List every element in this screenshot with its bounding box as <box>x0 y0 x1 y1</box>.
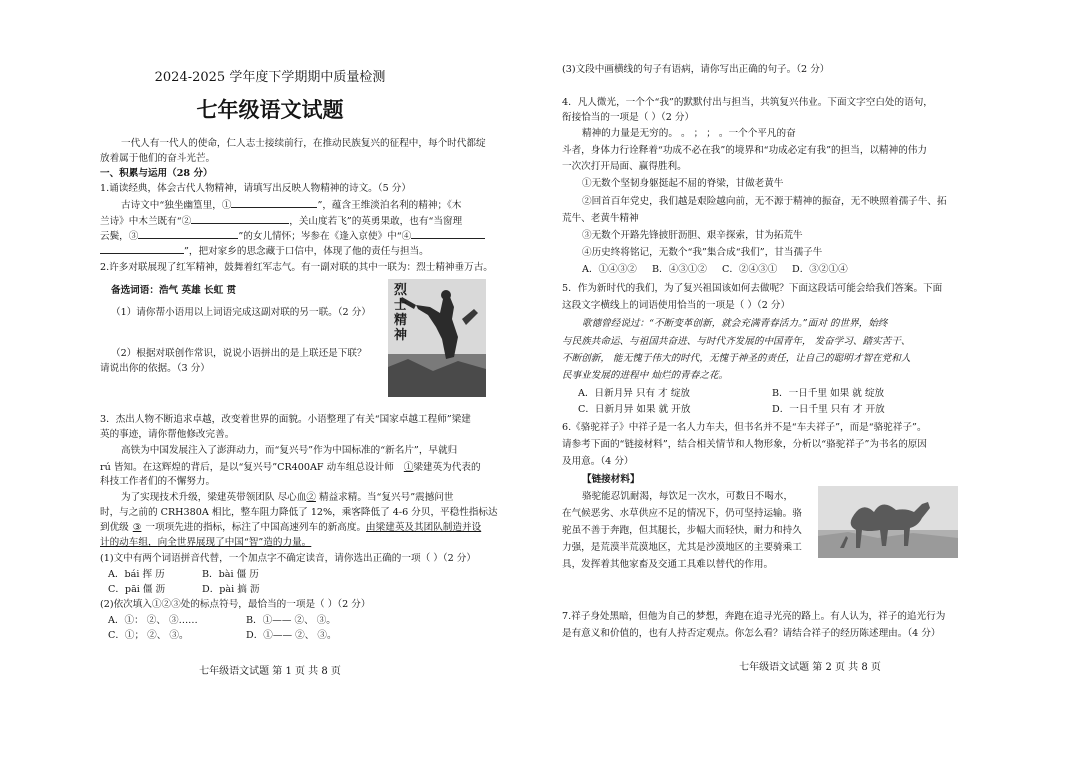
q6-stem-1: 6.《骆驼祥子》中祥子是一名人力车夫，但书名并不是“车夫祥子”，而是“骆驼祥子”。 <box>562 422 927 433</box>
q3-sub1-option-a[interactable]: A．bái 挥 历 <box>108 569 165 580</box>
q4-sentence-2: ②回首百年党史，我们越是艰险越向前，无不源于精神的振奋，无不映照着孺子牛、拓 <box>582 196 947 207</box>
q3-sub2-option-a[interactable]: A．①： ②、 ③…… <box>108 615 198 626</box>
q1-stem: 1.诵读经典，体会古代人物精神，请填写出反映人物精神的诗文。（5 分） <box>100 183 411 194</box>
q3-underlined-sentence-a: 由梁建英及其团队制造并设 <box>366 522 482 533</box>
q3-para3-line2: 时，与之前的 CRH380A 相比，整车阻力降低了 12%，乘客降低了 4-6 分贝，平稳性指标达 <box>100 507 498 518</box>
q3-para2-line2-end: 梁建英为代表的 <box>413 462 481 473</box>
q5-option-a[interactable]: A．日新月异 只有 才 绽放 <box>578 388 691 399</box>
q6-material-1: 骆驼能忍饥耐渴，每饮足一次水，可数日不喝水， <box>582 491 794 502</box>
q3-para3-line1 <box>121 492 454 504</box>
q3-para3-line3 <box>100 522 481 534</box>
exam-title: 七年级语文试题 <box>196 97 344 122</box>
q4-stem-2: 衔接恰当的一项是（ ）（2 分） <box>562 112 695 123</box>
q4-option-c[interactable]: C．②④③① <box>722 264 778 275</box>
q1-line-2 <box>100 214 462 228</box>
q3-para2-line2-text: rú 皆知。在这辉煌的背后，是以“复兴号”CR400AF 动车组总设计师 <box>100 462 394 473</box>
q3-sub2-option-c[interactable]: C．①； ②、 ③。 <box>108 630 189 641</box>
q4-para-3: 一次次打开局面、赢得胜利。 <box>562 161 687 172</box>
q5-stem-2: 这段文字横线上的词语使用恰当的一项是（ ）（2 分） <box>562 300 791 311</box>
q3-underlined-sentence-c: 向全世界展现了中国“智”造的力量。 <box>157 537 312 548</box>
q3-mark-2: ② <box>306 492 316 503</box>
q3-para2-line1: 高铁为中国发展注入了澎湃动力，而“复兴号”作为中国标准的“新名片”，早就归 <box>121 445 458 456</box>
q5-para-3: 不断创新， 能无愧于伟大的时代，无愧于神圣的责任，让自己的聪明才智在党和人 <box>562 353 911 364</box>
q4-option-d[interactable]: D．③②①④ <box>792 264 848 275</box>
q3-para1-line2: 英的事迹，请你帮他修改完善。 <box>100 429 235 440</box>
q1-line-1 <box>121 198 461 212</box>
q1-blank-1[interactable] <box>231 198 317 208</box>
q6-material-5: 具，发挥着其他家畜及交通工具难以替代的作用。 <box>562 559 774 570</box>
q3-para3-c: 精益求精。当“复兴号”震撼问世 <box>315 492 454 503</box>
q3-underlined-sentence-b: 计的动车组， <box>100 537 158 548</box>
q6-material-3: 驼虽不善于奔跑，但其腿长，步幅大而轻快，耐力和持久 <box>562 525 802 536</box>
q3-mark-1: ① <box>403 462 414 473</box>
q4-para-1: 精神的力量是无穷的。 。 ； ； 。一个个平凡的奋 <box>582 128 796 139</box>
q1-line-3 <box>100 229 485 243</box>
q4-option-b[interactable]: B．④③①② <box>652 264 708 275</box>
q4-para-2: 斗者，身体力行诠释着“功成不必在我”的境界和“功成必定有我”的担当，以精神的伟力 <box>562 145 927 156</box>
q1-blank-4[interactable] <box>411 229 485 239</box>
intro-line-1: 一代人有一代人的使命，仁人志士接续前行，在推动民族复兴的征程中，每个时代都绽 <box>121 138 486 149</box>
q3-para1-line1: 3．杰出人物不断追求卓越，改变着世界的面貌。小语整理了有关“国家卓越工程师”梁建 <box>100 414 471 425</box>
q3-para3-b: 尽心血 <box>277 492 307 503</box>
q6-material-4: 力强，是荒漠半荒漠地区，尤其是沙漠地区的主要骑乘工 <box>562 542 802 553</box>
q2-sub2-line2: 请说出你的依据。（3 分） <box>100 363 210 374</box>
q6-stem-3: 及用意。（4 分） <box>562 456 634 467</box>
q2-sub2-line1: （2）根据对联创作常识，说说小语拼出的是上联还是下联？ <box>111 348 367 359</box>
q7-line-1: 7.祥子身处黑暗，但他为自己的梦想，奔跑在追寻光亮的路上。有人认为，祥子的追光行为 <box>562 611 946 622</box>
q1-line-2b: ，关山度若飞”的英勇果敢，也有“当窗理 <box>289 216 463 227</box>
q3-para3-e: 到优级 <box>100 522 129 533</box>
q6-stem-2: 请参考下面的“链接材料”，结合相关情节和人物形象，分析以“骆驼祥子”为书名的原因 <box>562 439 927 450</box>
q4-stem-1: 4．凡人微光，一个个“我”的默默付出与担当，共筑复兴伟业。下面文字空白处的语句， <box>562 97 933 108</box>
q3-sub1-option-b[interactable]: B．bài 僵 历 <box>202 569 259 580</box>
q3-sub2: (2)依次填入①②③处的标点符号，最恰当的一项是（ ）（2 分） <box>100 599 371 610</box>
camel-illustration <box>818 486 958 558</box>
q1-line-3a: 云鬓，③ <box>100 231 139 242</box>
q1-line-1a: 古诗文中“独坐幽篁里，① <box>121 200 232 211</box>
q3-sub2-option-b[interactable]: B．①—— ②、 ③。 <box>246 615 336 626</box>
q3-para2-line2 <box>100 461 481 474</box>
q1-line-1b: ”，蕴含王维淡泊名利的精神；《木 <box>317 200 462 211</box>
q5-option-b[interactable]: B．一日千里 如果 就 绽放 <box>772 388 885 399</box>
q5-para-1: 歌德曾经说过：“不断变革创新，就会充满青春活力。”面对 的世界，始终 <box>582 318 888 329</box>
q5-option-c[interactable]: C．日新月异 如果 就 开放 <box>578 404 691 415</box>
q3-sub1: (1)文中有两个词语拼音代替，一个加点字不确定读音，请你选出正确的一项（ ）（2 分） <box>100 553 476 564</box>
q5-para-4: 民事业发展的进程中 灿烂的青春之花。 <box>562 370 729 381</box>
q3-mark-3: ③ <box>132 522 142 533</box>
q2-word-options: 备选词语：浩气 英雄 长虹 贯 <box>111 285 237 296</box>
q4-sentence-4: ④历史终将铭记，无数个“我”集合成“我们”，甘当孺子牛 <box>582 247 823 258</box>
q5-option-d[interactable]: D．一日千里 只有 才 开放 <box>772 404 885 415</box>
q5-para-2: 与民族共命运、与祖国共奋进、与时代齐发展的中国青年， 发奋学习、踏实苦干、 <box>562 336 911 347</box>
q2-stem: 2.许多对联展现了红军精神，鼓舞着红军志气。有一副对联的其中一联为：烈士精神垂万古。 <box>100 262 493 273</box>
q1-line-3b: ”的女儿情怀；岑参在《逢入京使》中“④ <box>238 231 412 242</box>
section-1-heading: 一、积累与运用（28 分） <box>100 168 213 179</box>
q3-sub1-option-c[interactable]: C．pāi 僵 沥 <box>108 584 166 595</box>
q3-sub2-option-d[interactable]: D．①—— ②、 ③。 <box>246 630 337 641</box>
q3-para3-line4 <box>100 537 311 549</box>
q1-line-4 <box>100 244 429 258</box>
q1-line-2a: 兰诗》中木兰既有“② <box>100 216 192 227</box>
q3-sub1-option-d[interactable]: D．pài 搞 沥 <box>202 584 260 595</box>
q1-blank-2[interactable] <box>191 214 289 224</box>
q3-para2-line3: 科技工作者们的不懈努力。 <box>100 476 216 487</box>
q7-line-2: 是有意义和价值的，也有人持否定观点。你怎么看？请结合祥子的经历陈述理由。（4 分） <box>562 628 941 639</box>
q1-blank-4b[interactable] <box>100 244 184 254</box>
q2-sub1: （1）请你帮小语用以上词语完成这副对联的另一联。（2 分） <box>111 307 371 318</box>
q1-line-4-text: ”，把对家乡的思念藏于口信中，体现了他的责任与担当。 <box>184 246 429 257</box>
martyr-spirit-image <box>388 279 486 397</box>
page-1-footer: 七年级语文试题 第 1 页 共 8 页 <box>199 666 341 677</box>
image-calligraphy: 烈士精神 <box>394 283 408 343</box>
q4-sentence-1: ①无数个坚韧身躯挺起不屈的脊梁，甘做老黄牛 <box>582 178 784 189</box>
q3-para3-a: 为了实现技术升级，梁建英带领团队 <box>121 492 278 503</box>
q3-para3-f: 一项项先进的指标，标注了中国高速列车的新高度。 <box>145 522 367 533</box>
q1-blank-3[interactable] <box>138 229 238 239</box>
q5-stem-1: 5．作为新时代的我们，为了复兴祖国该如何去做呢？下面这段话可能会给我们答案。下面 <box>562 283 943 294</box>
exam-subtitle: 2024-2025 学年度下学期期中质量检测 <box>154 70 386 85</box>
q3-sub3: (3)文段中画横线的句子有语病，请你写出正确的句子。（2 分） <box>562 64 830 75</box>
q4-option-a[interactable]: A．①④③② <box>582 264 637 275</box>
camel-photo <box>818 486 958 558</box>
q4-sentence-2b: 荒牛、老黄牛精神 <box>562 213 639 224</box>
q4-sentence-3: ③无数个开路先锋披肝沥胆、艰辛探索，甘为拓荒牛 <box>582 230 803 241</box>
q6-material-2: 在气候恶劣、水草供应不足的情况下，仍可坚持运输。骆 <box>562 508 802 519</box>
right-page <box>540 0 1080 763</box>
q6-link-label: 【链接材料】 <box>582 474 640 485</box>
intro-line-2: 放着属于他们的奋斗光芒。 <box>100 153 216 164</box>
page-2-footer: 七年级语文试题 第 2 页 共 8 页 <box>739 662 881 673</box>
